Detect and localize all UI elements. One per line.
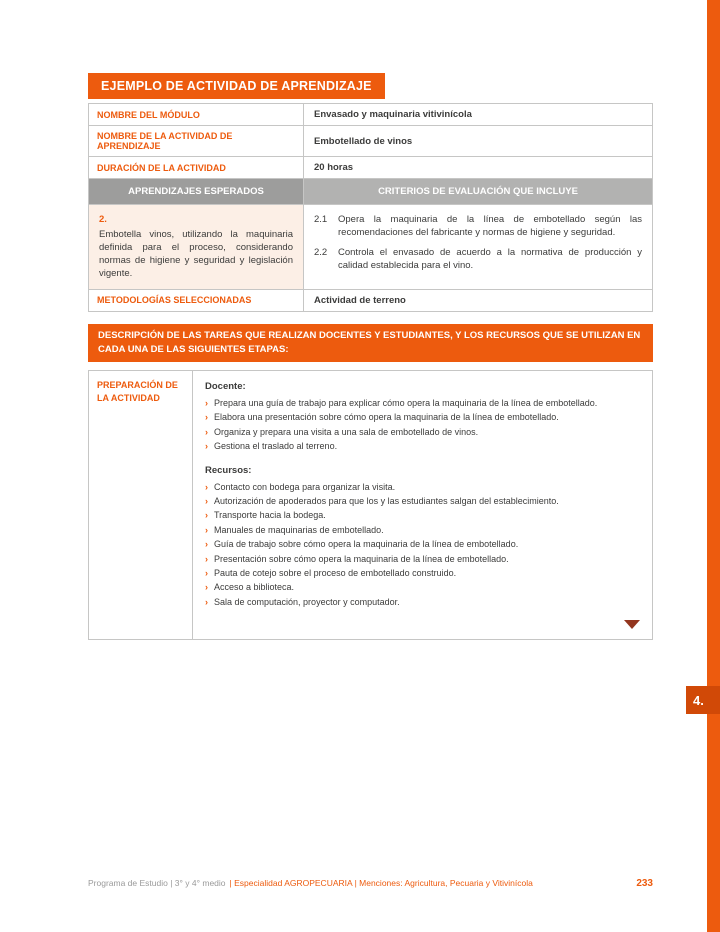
- preparation-section: [88, 370, 653, 640]
- duration-value: 20 horas: [304, 157, 653, 179]
- page-number: 233: [636, 878, 653, 889]
- recursos-heading: Recursos:: [205, 464, 252, 476]
- learning-number: 2.: [99, 214, 107, 225]
- activity-name-value: Embotellado de vinos: [304, 126, 653, 157]
- list-item: [205, 552, 642, 566]
- criterion-text: Controla el envasado de acuerdo a la normativa de producción y calidad establecida para el vino.: [338, 247, 642, 272]
- table-row: [89, 289, 653, 311]
- bullet-arrow-icon: ›: [205, 539, 208, 550]
- list-item-text: Prepara una guía de trabajo para explicar cómo opera la maquinaria de la línea de embotellado.: [214, 398, 598, 409]
- list-item: [205, 439, 642, 453]
- stage-content: [193, 371, 652, 639]
- criterion-number: 2.2: [314, 247, 328, 259]
- bullet-arrow-icon: ›: [205, 412, 208, 423]
- list-item-text: Contacto con bodega para organizar la visita.: [214, 481, 396, 492]
- methodology-value: Actividad de terreno: [304, 289, 653, 311]
- docente-list: [205, 396, 642, 454]
- list-item-text: Presentación sobre cómo opera la maquinaria de la línea de embotellado.: [214, 553, 509, 564]
- criterion-text: Opera la maquinaria de la línea de embotellado según las recomendaciones del fabricante y normas de higiene y seguridad.: [338, 214, 642, 239]
- recursos-list: [205, 480, 642, 610]
- expected-learning-header: APRENDIZAJES ESPERADOS: [89, 179, 304, 205]
- continuation-row: [205, 620, 640, 629]
- page-footer: [88, 878, 653, 889]
- learning-text: Embotella vinos, utilizando la maquinaria definida para el proceso, considerando normas de higiene y seguridad y legislación vigente.: [99, 229, 293, 280]
- bullet-arrow-icon: ›: [205, 441, 208, 452]
- evaluation-criteria-cell: [304, 205, 653, 290]
- list-item: [205, 425, 642, 439]
- table-row: [89, 205, 653, 290]
- list-item-text: Acceso a biblioteca.: [214, 582, 295, 593]
- list-item-text: Guía de trabajo sobre cómo opera la maquinaria de la línea de embotellado.: [214, 539, 519, 550]
- description-banner: DESCRIPCIÓN DE LAS TAREAS QUE REALIZAN DOCENTES Y ESTUDIANTES, Y LOS RECURSOS QUE SE UTILIZAN EN CADA UNA DE LAS SIGUIENTES ETAPAS:: [88, 324, 653, 363]
- module-name-value: Envasado y maquinaria vitivinícola: [304, 104, 653, 126]
- bullet-arrow-icon: ›: [205, 510, 208, 521]
- expected-learning-cell: [89, 205, 304, 290]
- list-item: [205, 410, 642, 424]
- bullet-arrow-icon: ›: [205, 524, 208, 535]
- bullet-arrow-icon: ›: [205, 567, 208, 578]
- activity-title-banner: [88, 73, 385, 99]
- section-tab: [686, 686, 720, 714]
- evaluation-criteria-header: CRITERIOS DE EVALUACIÓN QUE INCLUYE: [304, 179, 653, 205]
- bullet-arrow-icon: ›: [205, 496, 208, 506]
- list-item-text: Sala de computación, proyector y computador.: [214, 596, 400, 607]
- footer-specialty-text: | Especialidad AGROPECUARIA | Menciones: Agricultura, Pecuaria y Vitivinícola: [229, 878, 533, 888]
- list-item-text: Elabora una presentación sobre cómo opera la maquinaria de la línea de embotellado.: [214, 412, 559, 423]
- bullet-arrow-icon: ›: [205, 481, 208, 492]
- list-item: [205, 566, 642, 580]
- activity-name-label: NOMBRE DE LA ACTIVIDAD DE APRENDIZAJE: [89, 126, 304, 157]
- list-item-text: Organiza y prepara una visita a una sala de embotellado de vinos.: [214, 426, 479, 437]
- table-row: [89, 104, 653, 126]
- list-item-text: Gestiona el traslado al terreno.: [214, 441, 338, 452]
- list-item: [205, 537, 642, 551]
- list-item: [205, 595, 642, 609]
- stage-label: PREPARACIÓN DE LA ACTIVIDAD: [89, 371, 193, 639]
- bullet-arrow-icon: ›: [205, 553, 208, 564]
- criterion-number: 2.1: [314, 214, 328, 225]
- bullet-arrow-icon: ›: [205, 426, 208, 437]
- list-item: [205, 523, 642, 537]
- list-item: [205, 508, 642, 522]
- list-item: [205, 480, 642, 494]
- footer-program-text: Programa de Estudio | 3° y 4° medio: [88, 878, 226, 888]
- criterion-item: [314, 213, 642, 239]
- activity-table: [88, 103, 653, 312]
- activity-title: EJEMPLO DE ACTIVIDAD DE APRENDIZAJE: [101, 79, 372, 93]
- list-item: [205, 580, 642, 594]
- list-item-text: Manuales de maquinarias de embotellado.: [214, 524, 384, 535]
- criterion-item: [314, 246, 642, 272]
- page-edge-strip: [707, 0, 720, 932]
- list-item-text: Autorización de apoderados para que los y las estudiantes salgan del establecimiento.: [214, 496, 559, 506]
- docente-heading: Docente:: [205, 381, 246, 393]
- list-item: [205, 494, 642, 508]
- continuation-arrow-icon: [624, 620, 640, 629]
- duration-label: DURACIÓN DE LA ACTIVIDAD: [89, 157, 304, 179]
- module-name-label: NOMBRE DEL MÓDULO: [89, 104, 304, 126]
- bullet-arrow-icon: ›: [205, 582, 208, 593]
- methodology-label: METODOLOGÍAS SELECCIONADAS: [89, 289, 304, 311]
- section-tab-label: 4.: [693, 692, 704, 708]
- table-row: [89, 126, 653, 157]
- table-row: [89, 157, 653, 179]
- list-item-text: Pauta de cotejo sobre el proceso de embotellado construido.: [214, 567, 457, 578]
- list-item: [205, 396, 642, 410]
- table-header-row: [89, 179, 653, 205]
- bullet-arrow-icon: ›: [205, 596, 208, 607]
- list-item-text: Transporte hacia la bodega.: [214, 510, 326, 521]
- bullet-arrow-icon: ›: [205, 398, 208, 409]
- main-content: [88, 73, 653, 640]
